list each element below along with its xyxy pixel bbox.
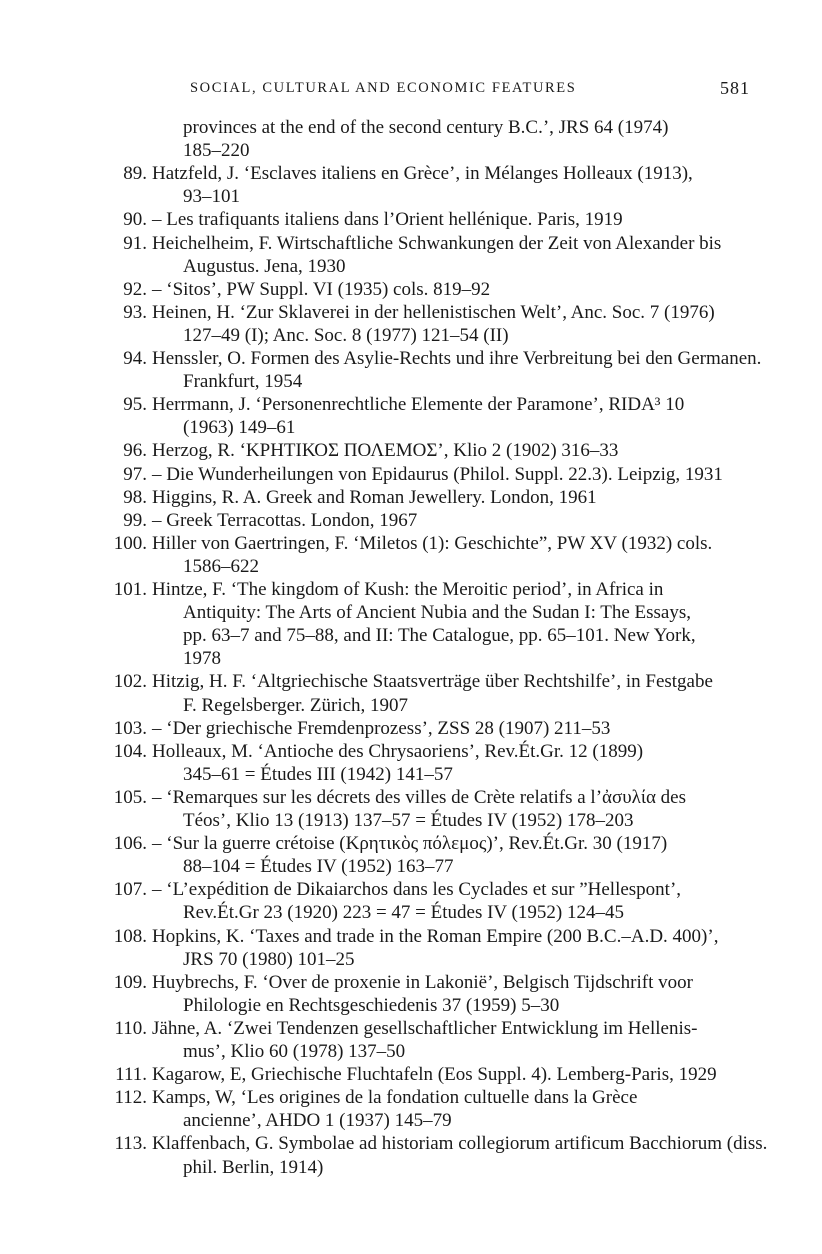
entry-text-line: – ‘Der griechische Fremdenprozess’, ZSS 28 (1907) 211–53 [152,717,611,739]
entry-number: 111. [115,1064,147,1086]
entry-number: 109. [113,971,147,993]
entry-number: 98. [123,486,147,508]
entry-text-line: 127–49 (I); Anc. Soc. 8 (1977) 121–54 (II) [183,324,509,346]
entry-text-line: – ‘Remarques sur les décrets des villes de Crète relatifs a l’ἀσυλία des [152,786,686,808]
entry-text-line: 93–101 [183,186,240,208]
entry-text-line: – Les trafiquants italiens dans l’Orient hellénique. Paris, 1919 [152,209,623,231]
entry-text-line: Hatzfeld, J. ‘Esclaves italiens en Grèce’, in Mélanges Holleaux (1913), [152,163,693,185]
entry-text-line: Philologie en Rechtsgeschiedenis 37 (1959) 5–30 [183,994,560,1016]
entry-text-line: – ‘Sitos’, PW Suppl. VI (1935) cols. 819–92 [152,278,491,300]
entry-text-line: ancienne’, AHDO 1 (1937) 145–79 [183,1110,452,1132]
entry-text-line: – ‘L’expédition de Dikaiarchos dans les Cyclades et sur ”Hellespont’, [152,879,682,901]
entry-text-line: pp. 63–7 and 75–88, and II: The Catalogue, pp. 65–101. New York, [183,625,696,647]
entry-number: 101. [113,579,147,600]
page-header [190,80,750,104]
entry-number: 106. [113,833,147,855]
entry-text-line: 1978 [183,648,221,670]
entry-text-line: 185–220 [183,140,250,162]
entry-number: 105. [113,786,147,808]
entry-text-line: Heichelheim, F. Wirtschaftliche Schwankungen der Zeit von Alexander bis [152,232,722,254]
entry-number: 99. [123,509,147,531]
entry-text-line: – Die Wunderheilungen von Epidaurus (Philol. Suppl. 22.3). Leipzig, 1931 [152,463,723,485]
entry-number: 97. [123,463,147,485]
entry-number: 91. [123,232,147,254]
entry-number: 95. [123,394,147,416]
entry-text-line: JRS 70 (1980) 101–25 [183,948,355,970]
entry-text-line: Kagarow, E, Griechische Fluchtafeln (Eos Suppl. 4). Lemberg-Paris, 1929 [152,1064,717,1086]
entry-text-line: – Greek Terracottas. London, 1967 [152,509,418,531]
entry-number: 108. [113,925,147,947]
entry-text-line: 345–61 = Études III (1942) 141–57 [183,763,453,785]
entry-number: 90. [123,209,147,231]
entry-number: 107. [113,879,147,901]
entry-text-line: phil. Berlin, 1914) [183,1156,324,1178]
entry-text-line: Higgins, R. A. Greek and Roman Jewellery. London, 1961 [152,486,597,508]
entry-text-line: Hintze, F. ‘The kingdom of Kush: the Meroitic period’, in Africa in [152,579,664,600]
entry-text-line: (1963) 149–61 [183,417,296,439]
entry-text-line: F. Regelsberger. Zürich, 1907 [183,694,409,716]
entry-number: 100. [113,532,147,554]
entry-number: 113. [114,1133,147,1155]
entry-text-line: Augustus. Jena, 1930 [183,255,346,277]
entry-text-line: Hiller von Gaertringen, F. ‘Miletos (1): Geschichte”, PW XV (1932) cols. [152,532,713,554]
page-number: 581 [720,78,750,98]
entry-text-line: 1586–622 [183,555,259,577]
entry-number: 104. [113,740,147,762]
entry-number: 93. [123,301,147,323]
entry-text-line: Hitzig, H. F. ‘Altgriechische Staatsverträge über Rechtshilfe’, in Festgabe [152,671,713,693]
entry-text-line: Holleaux, M. ‘Antioche des Chrysaoriens’, Rev.Ét.Gr. 12 (1899) [152,740,644,762]
entry-number: 89. [123,163,147,185]
entry-text-line: Herrmann, J. ‘Personenrechtliche Elemente der Paramone’, RIDA³ 10 [152,394,685,416]
entry-number: 92. [123,278,147,300]
entry-text-line: Antiquity: The Arts of Ancient Nubia and the Sudan I: The Essays, [183,602,692,624]
entry-text-line: Rev.Ét.Gr 23 (1920) 223 = 47 = Études IV (1952) 124–45 [183,902,624,924]
entry-number: 103. [113,717,147,739]
entry-text-line: Herzog, R. ‘ΚΡΗΤΙΚΟΣ ΠΟΛΕΜΟΣ’, Klio 2 (1902) 316–33 [152,440,619,462]
entry-text-line: Huybrechs, F. ‘Over de proxenie in Lakonië’, Belgisch Tijdschrift voor [152,971,693,993]
entry-text-line: mus’, Klio 60 (1978) 137–50 [183,1041,406,1062]
entry-text-line: Klaffenbach, G. Symbolae ad historiam collegiorum artificum Bacchiorum (diss. [152,1133,768,1155]
entry-text-line: Jähne, A. ‘Zwei Tendenzen gesellschaftlicher Entwicklung im Hellenis- [152,1017,698,1039]
entry-text-line: Frankfurt, 1954 [183,371,303,393]
entry-number: 112. [114,1087,147,1109]
entry-number: 94. [123,348,147,369]
entry-text-line: 88–104 = Études IV (1952) 163–77 [183,856,454,878]
entry-text-line: Kamps, W, ‘Les origines de la fondation cultuelle dans la Grèce [152,1087,638,1109]
entry-number: 102. [113,671,147,693]
entry-text-line: provinces at the end of the second century B.C.’, JRS 64 (1974) [183,117,669,138]
running-head: SOCIAL, CULTURAL AND ECONOMIC FEATURES [190,80,577,96]
entry-text-line: – ‘Sur la guerre crétoise (Κρητικὸς πόλεμος)’, Rev.Ét.Gr. 30 (1917) [152,833,668,855]
entry-number: 96. [123,440,147,462]
entry-text-line: Heinen, H. ‘Zur Sklaverei in der hellenistischen Welt’, Anc. Soc. 7 (1976) [152,301,715,323]
entry-text-line: Hopkins, K. ‘Taxes and trade in the Roman Empire (200 B.C.–A.D. 400)’, [152,925,719,947]
entry-text-line: Téos’, Klio 13 (1913) 137–57 = Études IV (1952) 178–203 [183,810,634,831]
entry-text-line: Henssler, O. Formen des Asylie-Rechts und ihre Verbreitung bei den Germanen. [152,348,762,369]
entry-number: 110. [114,1017,147,1039]
